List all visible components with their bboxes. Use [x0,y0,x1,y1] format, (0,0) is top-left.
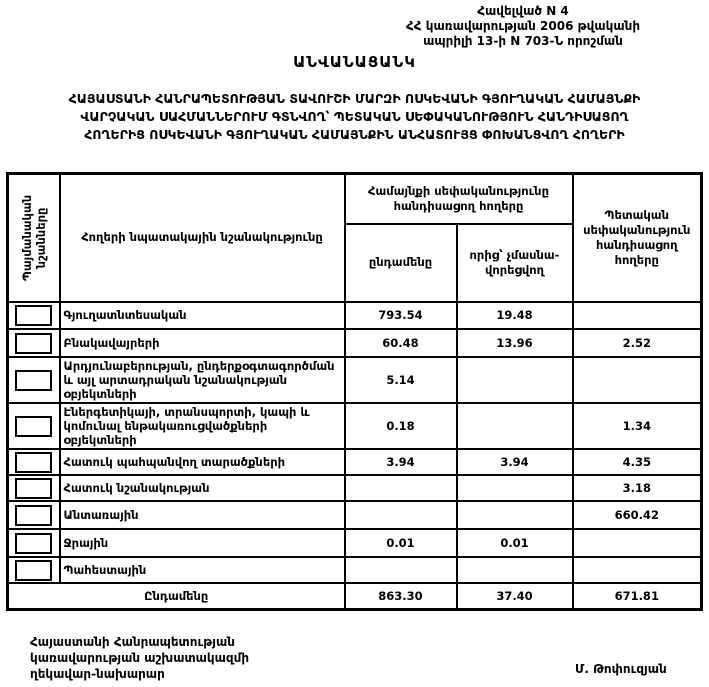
symbol-cell [8,403,60,449]
symbol-cell [8,501,60,529]
cell-state: 3.18 [573,475,702,501]
total-cell-state: 671.81 [573,583,702,610]
annex-line-1: Հավելված N 4 [477,4,569,18]
symbol-cell [8,557,60,583]
land-allocation-table [6,172,703,611]
cell-not-privatized [457,501,573,529]
table-row [8,529,702,557]
row-label: Պահեստային [60,557,345,583]
table-row [8,449,702,475]
cell-state [573,357,702,403]
cell-state [573,557,702,583]
annex-line-3: ապրիլի 13-ի N 703-Ն որոշման [423,34,623,48]
cell-state [573,529,702,557]
cell-state [573,302,702,329]
cell-state: 1.34 [573,403,702,449]
row-label: Գյուղատնտեսական [60,302,345,329]
document-title: ԱՆՎԱՆԱՑԱՆԿ [293,53,416,71]
subtitle-line-3: ՀՈՂԵՐԻՑ ՈՍԿԵՎԱՆԻ ԳՅՈՒՂԱԿԱՆ ՀԱՄԱՅՆՔԻՆ ԱՆՀԱՏՈՒՅՑ ՓՈԽԱՆՑՎՈՂ ՀՈՂԵՐԻ [84,127,625,142]
cell-not-privatized [457,403,573,449]
cell-total [345,501,457,529]
legend-box [15,478,52,499]
cell-total: 3.94 [345,449,457,475]
total-cell-total: 863.30 [345,583,457,610]
total-cell-not-privatized: 37.40 [457,583,573,610]
row-label: Էներգետիկայի, տրանսպորտի, կապի և կոմունալ ենթակառուցվածքների օբյեկտների [60,403,345,449]
header-not-privatized: որից՝ չմասնա-վորեցվող [457,224,573,302]
symbol-cell [8,302,60,329]
cell-total: 0.01 [345,529,457,557]
row-label: Անտառային [60,501,345,529]
symbol-cell [8,475,60,501]
total-row-label: Ընդամենը [8,583,345,610]
header-total: ընդամենը [345,224,457,302]
table-row [8,329,702,357]
legend-box [15,533,52,554]
cell-not-privatized: 19.48 [457,302,573,329]
table-row [8,557,702,583]
annex-line-2: ՀՀ կառավարության 2006 թվականի [405,19,641,33]
signatory-line-1: Հայաստանի Հանրապետության [30,635,235,649]
cell-total: 5.14 [345,357,457,403]
header-community-group: Համայնքի սեփականությունը հանդիսացող հողերը [345,174,573,224]
annex-reference [345,4,701,49]
symbol-cell [8,529,60,557]
cell-total: 60.48 [345,329,457,357]
subtitle-line-1: ՀԱՅԱՍՏԱՆԻ ՀԱՆՐԱՊԵՏՈՒԹՅԱՆ ՏԱՎՈՒՇԻ ՄԱՐԶԻ ՈՍԿԵՎԱՆԻ ԳՅՈՒՂԱԿԱՆ ՀԱՄԱՅՆՔԻ [68,91,641,106]
cell-total: 793.54 [345,302,457,329]
row-label: Հատուկ պահպանվող տարածքների [60,449,345,475]
legend-box [15,416,52,437]
table-total-row [8,583,702,610]
cell-not-privatized: 3.94 [457,449,573,475]
legend-box [15,560,52,581]
symbol-cell [8,449,60,475]
signatory-line-3: ղեկավար-նախարար [30,667,165,681]
cell-total: 0.18 [345,403,457,449]
cell-not-privatized [457,357,573,403]
row-label: Հատուկ նշանակության [60,475,345,501]
cell-state: 660.42 [573,501,702,529]
legend-box [15,370,52,391]
legend-box [15,333,52,354]
symbol-cell [8,329,60,357]
header-designation: Հողերի նպատակային նշանակությունը [60,174,345,302]
table-row [8,501,702,529]
cell-not-privatized [457,557,573,583]
symbol-cell [8,357,60,403]
cell-total [345,557,457,583]
row-label: Արդյունաբերության, ընդերքօգտագործման և այլ արտադրական նշանակության օբյեկտների [60,357,345,403]
cell-total [345,475,457,501]
row-label: Ջրային [60,529,345,557]
cell-state: 2.52 [573,329,702,357]
header-symbol-label: Պայմանական նշանները [19,194,48,281]
document-subtitle [0,90,709,144]
signatory-title-block [30,634,249,682]
legend-box [15,505,52,526]
signatory-name: Մ. Թոփուզյան [575,662,667,676]
row-label: Բնակավայրերի [60,329,345,357]
legend-box [15,305,52,326]
cell-state: 4.35 [573,449,702,475]
subtitle-line-2: ՎԱՐՉԱԿԱՆ ՍԱՀՄԱՆՆԵՐՈՒՄ ԳՏՆՎՈՂ՝ ՊԵՏԱԿԱՆ ՍԵՓԱԿԱՆՈՒԹՅՈՒՆ ՀԱՆԴԻՍԱՑՈՂ [80,109,629,124]
header-state: Պետական սեփականություն հանդիսացող հողերը [573,174,702,302]
table-row [8,403,702,449]
cell-not-privatized [457,475,573,501]
table-row [8,357,702,403]
cell-not-privatized: 0.01 [457,529,573,557]
table-row [8,475,702,501]
signatory-line-2: կառավարության աշխատակազմի [30,651,250,665]
header-symbol-column [8,174,60,302]
legend-box [15,452,52,473]
table-row [8,302,702,329]
cell-not-privatized: 13.96 [457,329,573,357]
table-header-row-1 [8,174,702,224]
